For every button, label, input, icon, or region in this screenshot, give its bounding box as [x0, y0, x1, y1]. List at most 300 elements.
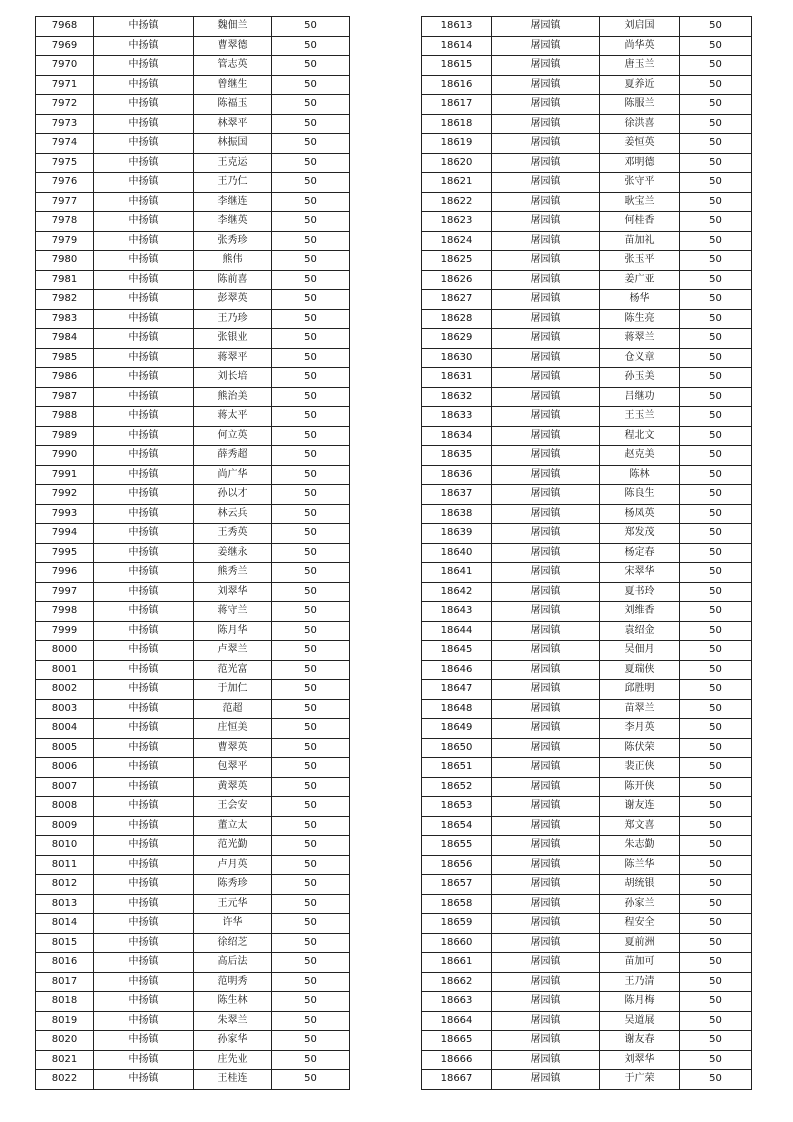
table-row [422, 290, 752, 310]
table-row [422, 602, 752, 622]
row-number-cell: 18640 [422, 543, 492, 563]
town-cell: 屠园镇 [492, 75, 600, 95]
row-number-cell: 8004 [36, 719, 94, 739]
row-number-cell: 18631 [422, 368, 492, 388]
town-cell: 中扬镇 [94, 855, 194, 875]
name-cell: 曾继生 [194, 75, 272, 95]
table-row [422, 368, 752, 388]
row-number-cell: 18654 [422, 816, 492, 836]
amount-cell: 50 [272, 504, 350, 524]
table-row [422, 1031, 752, 1051]
amount-cell: 50 [272, 933, 350, 953]
name-cell: 王克运 [194, 153, 272, 173]
amount-cell: 50 [680, 777, 752, 797]
row-number-cell: 18619 [422, 134, 492, 154]
table-row [422, 660, 752, 680]
town-cell: 中扬镇 [94, 329, 194, 349]
amount-cell: 50 [272, 36, 350, 56]
row-number-cell: 18613 [422, 17, 492, 37]
name-cell: 邓明德 [600, 153, 680, 173]
name-cell: 袁绍金 [600, 621, 680, 641]
amount-cell: 50 [272, 1070, 350, 1090]
row-number-cell: 18644 [422, 621, 492, 641]
table-row [36, 933, 350, 953]
name-cell: 何桂香 [600, 212, 680, 232]
row-number-cell: 18652 [422, 777, 492, 797]
row-number-cell: 8009 [36, 816, 94, 836]
name-cell: 徐洪喜 [600, 114, 680, 134]
amount-cell: 50 [680, 270, 752, 290]
town-cell: 屠园镇 [492, 797, 600, 817]
amount-cell: 50 [680, 426, 752, 446]
name-cell: 蒋守兰 [194, 602, 272, 622]
amount-cell: 50 [272, 972, 350, 992]
row-number-cell: 8012 [36, 875, 94, 895]
table-row [422, 992, 752, 1012]
amount-cell: 50 [272, 348, 350, 368]
town-cell: 中扬镇 [94, 426, 194, 446]
amount-cell: 50 [680, 1050, 752, 1070]
amount-cell: 50 [680, 894, 752, 914]
town-cell: 屠园镇 [492, 836, 600, 856]
amount-cell: 50 [272, 953, 350, 973]
amount-cell: 50 [272, 680, 350, 700]
name-cell: 赵克美 [600, 446, 680, 466]
town-cell: 中扬镇 [94, 290, 194, 310]
town-cell: 屠园镇 [492, 368, 600, 388]
town-cell: 中扬镇 [94, 738, 194, 758]
town-cell: 中扬镇 [94, 173, 194, 193]
town-cell: 中扬镇 [94, 17, 194, 37]
amount-cell: 50 [272, 134, 350, 154]
name-cell: 范光勤 [194, 836, 272, 856]
table-row [36, 134, 350, 154]
amount-cell: 50 [680, 17, 752, 37]
row-number-cell: 18638 [422, 504, 492, 524]
table-row [36, 485, 350, 505]
town-cell: 中扬镇 [94, 563, 194, 583]
name-cell: 张秀珍 [194, 231, 272, 251]
name-cell: 张玉平 [600, 251, 680, 271]
row-number-cell: 7976 [36, 173, 94, 193]
town-cell: 中扬镇 [94, 407, 194, 427]
town-cell: 屠园镇 [492, 563, 600, 583]
amount-cell: 50 [680, 797, 752, 817]
table-row [36, 1031, 350, 1051]
amount-cell: 50 [272, 290, 350, 310]
row-number-cell: 7981 [36, 270, 94, 290]
table-row [422, 641, 752, 661]
town-cell: 中扬镇 [94, 134, 194, 154]
table-row [36, 953, 350, 973]
table-row [422, 1011, 752, 1031]
table-row [36, 329, 350, 349]
amount-cell: 50 [272, 602, 350, 622]
town-cell: 屠园镇 [492, 504, 600, 524]
row-number-cell: 7986 [36, 368, 94, 388]
row-number-cell: 18653 [422, 797, 492, 817]
town-cell: 中扬镇 [94, 95, 194, 115]
town-cell: 中扬镇 [94, 836, 194, 856]
table-row [422, 699, 752, 719]
name-cell: 薛秀超 [194, 446, 272, 466]
amount-cell: 50 [680, 465, 752, 485]
amount-cell: 50 [272, 270, 350, 290]
town-cell: 屠园镇 [492, 738, 600, 758]
town-cell: 中扬镇 [94, 504, 194, 524]
row-number-cell: 7977 [36, 192, 94, 212]
row-number-cell: 18655 [422, 836, 492, 856]
amount-cell: 50 [272, 563, 350, 583]
name-cell: 陈开侠 [600, 777, 680, 797]
town-cell: 屠园镇 [492, 36, 600, 56]
table-row [422, 231, 752, 251]
name-cell: 耿宝兰 [600, 192, 680, 212]
table-row [36, 758, 350, 778]
name-cell: 宋翠华 [600, 563, 680, 583]
amount-cell: 50 [680, 95, 752, 115]
row-number-cell: 7999 [36, 621, 94, 641]
table-row [36, 231, 350, 251]
row-number-cell: 18643 [422, 602, 492, 622]
amount-cell: 50 [680, 641, 752, 661]
row-number-cell: 18658 [422, 894, 492, 914]
row-number-cell: 7978 [36, 212, 94, 232]
row-number-cell: 7990 [36, 446, 94, 466]
amount-cell: 50 [680, 348, 752, 368]
amount-cell: 50 [272, 992, 350, 1012]
amount-cell: 50 [272, 836, 350, 856]
amount-cell: 50 [272, 875, 350, 895]
row-number-cell: 18656 [422, 855, 492, 875]
town-cell: 屠园镇 [492, 173, 600, 193]
table-row [36, 699, 350, 719]
name-cell: 刘维香 [600, 602, 680, 622]
table-row [36, 270, 350, 290]
amount-cell: 50 [272, 641, 350, 661]
table-row [36, 816, 350, 836]
table-row [422, 446, 752, 466]
amount-cell: 50 [272, 543, 350, 563]
amount-cell: 50 [272, 524, 350, 544]
table-row [36, 738, 350, 758]
name-cell: 刘翠华 [600, 1050, 680, 1070]
name-cell: 于加仁 [194, 680, 272, 700]
amount-cell: 50 [680, 836, 752, 856]
town-cell: 中扬镇 [94, 543, 194, 563]
name-cell: 陈福玉 [194, 95, 272, 115]
amount-cell: 50 [680, 446, 752, 466]
table-row [36, 894, 350, 914]
town-cell: 屠园镇 [492, 231, 600, 251]
row-number-cell: 7985 [36, 348, 94, 368]
row-number-cell: 18661 [422, 953, 492, 973]
name-cell: 王乃仁 [194, 173, 272, 193]
town-cell: 中扬镇 [94, 231, 194, 251]
town-cell: 中扬镇 [94, 368, 194, 388]
name-cell: 王乃珍 [194, 309, 272, 329]
table-row [422, 777, 752, 797]
row-number-cell: 18632 [422, 387, 492, 407]
table-row [422, 348, 752, 368]
town-cell: 屠园镇 [492, 407, 600, 427]
table-row [36, 290, 350, 310]
table-row [422, 387, 752, 407]
town-cell: 中扬镇 [94, 797, 194, 817]
name-cell: 苗加可 [600, 953, 680, 973]
town-cell: 中扬镇 [94, 660, 194, 680]
town-cell: 中扬镇 [94, 953, 194, 973]
town-cell: 屠园镇 [492, 680, 600, 700]
row-number-cell: 7989 [36, 426, 94, 446]
row-number-cell: 7979 [36, 231, 94, 251]
name-cell: 程安全 [600, 914, 680, 934]
name-cell: 郑发茂 [600, 524, 680, 544]
town-cell: 屠园镇 [492, 524, 600, 544]
name-cell: 魏佃兰 [194, 17, 272, 37]
row-number-cell: 8014 [36, 914, 94, 934]
amount-cell: 50 [680, 134, 752, 154]
table-row [422, 212, 752, 232]
name-cell: 胡统银 [600, 875, 680, 895]
name-cell: 孙以才 [194, 485, 272, 505]
town-cell: 屠园镇 [492, 777, 600, 797]
row-number-cell: 18649 [422, 719, 492, 739]
amount-cell: 50 [272, 407, 350, 427]
row-number-cell: 18623 [422, 212, 492, 232]
town-cell: 中扬镇 [94, 933, 194, 953]
name-cell: 刘启国 [600, 17, 680, 37]
name-cell: 陈良生 [600, 485, 680, 505]
town-cell: 中扬镇 [94, 270, 194, 290]
name-cell: 夏前洲 [600, 933, 680, 953]
amount-cell: 50 [680, 524, 752, 544]
amount-cell: 50 [272, 699, 350, 719]
town-cell: 中扬镇 [94, 309, 194, 329]
row-number-cell: 18624 [422, 231, 492, 251]
name-cell: 李月英 [600, 719, 680, 739]
table-row [422, 270, 752, 290]
row-number-cell: 8019 [36, 1011, 94, 1031]
name-cell: 陈林 [600, 465, 680, 485]
table-row [36, 446, 350, 466]
name-cell: 姜广亚 [600, 270, 680, 290]
row-number-cell: 18665 [422, 1031, 492, 1051]
row-number-cell: 7969 [36, 36, 94, 56]
town-cell: 屠园镇 [492, 485, 600, 505]
table-row [422, 485, 752, 505]
table-row [422, 173, 752, 193]
row-number-cell: 18667 [422, 1070, 492, 1090]
name-cell: 范明秀 [194, 972, 272, 992]
row-number-cell: 18622 [422, 192, 492, 212]
town-cell: 中扬镇 [94, 777, 194, 797]
town-cell: 中扬镇 [94, 621, 194, 641]
table-row [422, 17, 752, 37]
table-row [36, 543, 350, 563]
amount-cell: 50 [680, 1070, 752, 1090]
left-roster-body [36, 17, 350, 1090]
amount-cell: 50 [272, 95, 350, 115]
table-row [36, 602, 350, 622]
town-cell: 屠园镇 [492, 1050, 600, 1070]
table-row [422, 251, 752, 271]
amount-cell: 50 [272, 465, 350, 485]
table-row [422, 972, 752, 992]
table-row [36, 426, 350, 446]
table-row [36, 855, 350, 875]
name-cell: 熊伟 [194, 251, 272, 271]
town-cell: 中扬镇 [94, 485, 194, 505]
amount-cell: 50 [680, 75, 752, 95]
table-row [422, 797, 752, 817]
row-number-cell: 8018 [36, 992, 94, 1012]
table-row [36, 524, 350, 544]
town-cell: 屠园镇 [492, 270, 600, 290]
town-cell: 屠园镇 [492, 758, 600, 778]
row-number-cell: 18630 [422, 348, 492, 368]
row-number-cell: 7973 [36, 114, 94, 134]
table-row [422, 329, 752, 349]
amount-cell: 50 [680, 953, 752, 973]
amount-cell: 50 [680, 36, 752, 56]
table-row [36, 212, 350, 232]
name-cell: 于广荣 [600, 1070, 680, 1090]
row-number-cell: 7996 [36, 563, 94, 583]
table-row [36, 836, 350, 856]
row-number-cell: 8006 [36, 758, 94, 778]
amount-cell: 50 [272, 777, 350, 797]
row-number-cell: 18648 [422, 699, 492, 719]
town-cell: 屠园镇 [492, 446, 600, 466]
amount-cell: 50 [680, 738, 752, 758]
town-cell: 屠园镇 [492, 95, 600, 115]
table-row [36, 17, 350, 37]
name-cell: 蒋太平 [194, 407, 272, 427]
table-row [422, 426, 752, 446]
table-row [422, 816, 752, 836]
town-cell: 中扬镇 [94, 251, 194, 271]
town-cell: 屠园镇 [492, 972, 600, 992]
row-number-cell: 18636 [422, 465, 492, 485]
town-cell: 屠园镇 [492, 387, 600, 407]
amount-cell: 50 [680, 212, 752, 232]
amount-cell: 50 [272, 387, 350, 407]
name-cell: 高后法 [194, 953, 272, 973]
table-row [422, 36, 752, 56]
table-row [36, 192, 350, 212]
town-cell: 屠园镇 [492, 992, 600, 1012]
table-row [422, 563, 752, 583]
table-row [36, 1070, 350, 1090]
row-number-cell: 8002 [36, 680, 94, 700]
town-cell: 中扬镇 [94, 465, 194, 485]
left-roster-table [35, 16, 350, 1090]
amount-cell: 50 [680, 1011, 752, 1031]
row-number-cell: 7994 [36, 524, 94, 544]
town-cell: 屠园镇 [492, 855, 600, 875]
name-cell: 管志英 [194, 56, 272, 76]
town-cell: 屠园镇 [492, 1011, 600, 1031]
row-number-cell: 18646 [422, 660, 492, 680]
name-cell: 孙玉美 [600, 368, 680, 388]
name-cell: 陈生林 [194, 992, 272, 1012]
town-cell: 屠园镇 [492, 953, 600, 973]
table-row [36, 387, 350, 407]
town-cell: 屠园镇 [492, 465, 600, 485]
name-cell: 张银业 [194, 329, 272, 349]
name-cell: 姜继永 [194, 543, 272, 563]
table-row [422, 933, 752, 953]
name-cell: 王玉兰 [600, 407, 680, 427]
row-number-cell: 8020 [36, 1031, 94, 1051]
town-cell: 中扬镇 [94, 972, 194, 992]
amount-cell: 50 [272, 56, 350, 76]
table-row [422, 75, 752, 95]
amount-cell: 50 [680, 563, 752, 583]
amount-cell: 50 [272, 758, 350, 778]
name-cell: 庄恒美 [194, 719, 272, 739]
town-cell: 屠园镇 [492, 816, 600, 836]
row-number-cell: 18618 [422, 114, 492, 134]
row-number-cell: 7998 [36, 602, 94, 622]
amount-cell: 50 [272, 797, 350, 817]
amount-cell: 50 [272, 894, 350, 914]
name-cell: 董立太 [194, 816, 272, 836]
row-number-cell: 8007 [36, 777, 94, 797]
row-number-cell: 7993 [36, 504, 94, 524]
row-number-cell: 18645 [422, 641, 492, 661]
name-cell: 孙家华 [194, 1031, 272, 1051]
row-number-cell: 18620 [422, 153, 492, 173]
amount-cell: 50 [272, 738, 350, 758]
name-cell: 吕继功 [600, 387, 680, 407]
name-cell: 蒋翠兰 [600, 329, 680, 349]
name-cell: 吴道展 [600, 1011, 680, 1031]
town-cell: 屠园镇 [492, 719, 600, 739]
name-cell: 陈前喜 [194, 270, 272, 290]
row-number-cell: 7984 [36, 329, 94, 349]
table-row [422, 1050, 752, 1070]
name-cell: 杨凤英 [600, 504, 680, 524]
town-cell: 屠园镇 [492, 894, 600, 914]
amount-cell: 50 [680, 504, 752, 524]
name-cell: 徐绍芝 [194, 933, 272, 953]
name-cell: 王会安 [194, 797, 272, 817]
town-cell: 中扬镇 [94, 446, 194, 466]
row-number-cell: 18657 [422, 875, 492, 895]
town-cell: 中扬镇 [94, 582, 194, 602]
town-cell: 中扬镇 [94, 75, 194, 95]
name-cell: 苗加礼 [600, 231, 680, 251]
amount-cell: 50 [680, 680, 752, 700]
amount-cell: 50 [680, 992, 752, 1012]
row-number-cell: 8008 [36, 797, 94, 817]
town-cell: 中扬镇 [94, 387, 194, 407]
right-roster-table [421, 16, 752, 1090]
table-row [422, 407, 752, 427]
row-number-cell: 8015 [36, 933, 94, 953]
name-cell: 仓义章 [600, 348, 680, 368]
town-cell: 屠园镇 [492, 212, 600, 232]
table-row [422, 134, 752, 154]
town-cell: 中扬镇 [94, 36, 194, 56]
name-cell: 熊治美 [194, 387, 272, 407]
name-cell: 范光富 [194, 660, 272, 680]
amount-cell: 50 [680, 875, 752, 895]
table-row [36, 992, 350, 1012]
name-cell: 李继英 [194, 212, 272, 232]
